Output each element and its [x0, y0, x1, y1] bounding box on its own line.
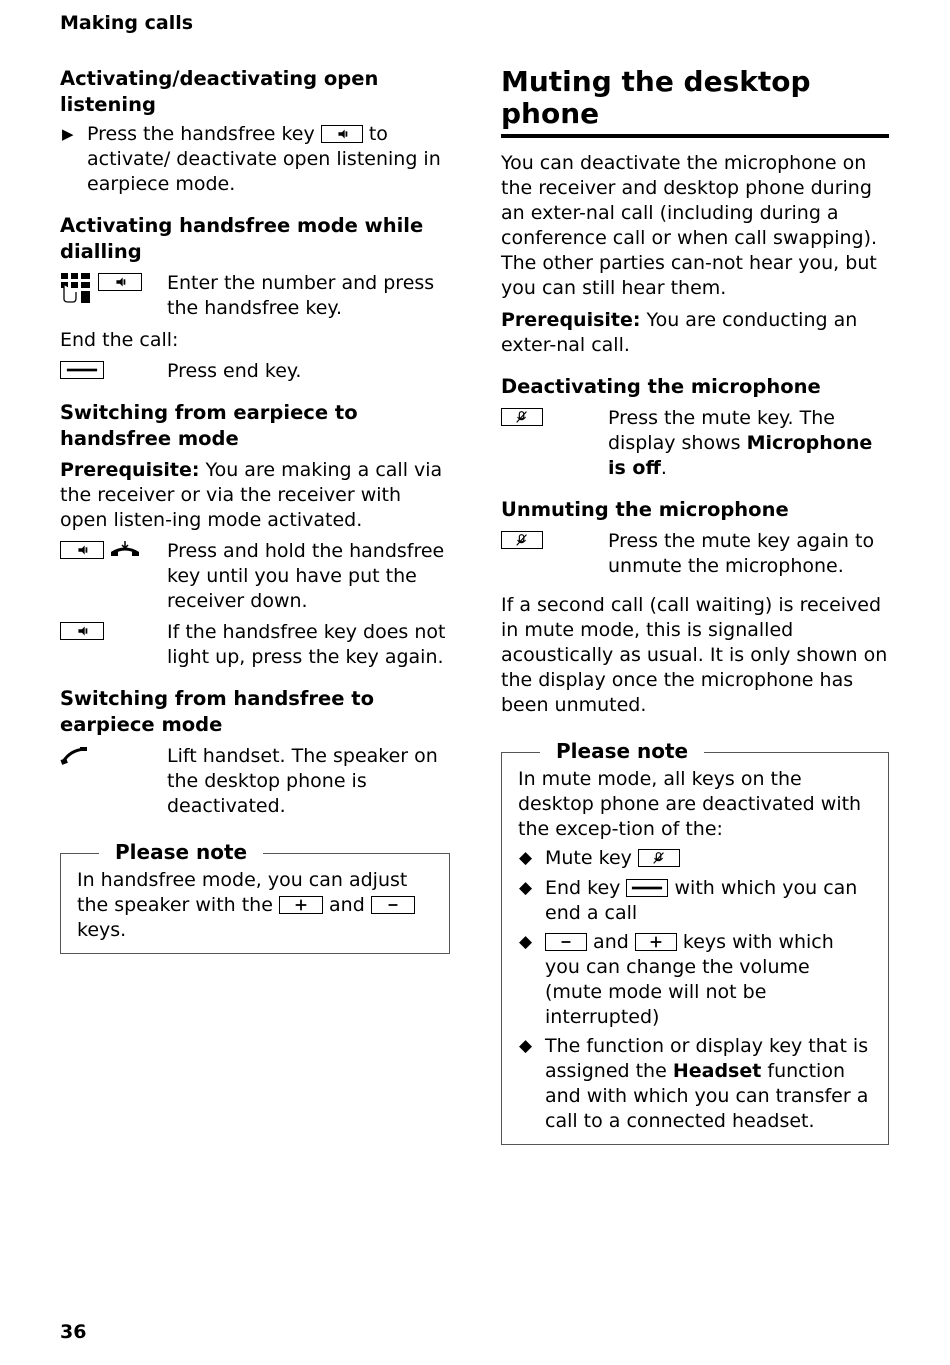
- handsfree-key-icon: [321, 125, 363, 143]
- note-item-end-key: ◆ End key with which you can end a call: [519, 877, 858, 924]
- heading-deactivate-mic: Deactivating the microphone: [501, 375, 821, 398]
- intro-paragraph: You can deactivate the microphone on the receiver and desktop phone during an exter-nal call (including during a conference call or when call swapping). The other parties can-not hear you, but you can still hear them.: [501, 152, 878, 299]
- handsfree-dialling-step: Enter the number and press the handsfree key.: [60, 271, 450, 321]
- handsfree-key-icon: [60, 541, 104, 559]
- page-number: 36: [60, 1321, 87, 1343]
- mute-key-icon: [638, 849, 680, 867]
- heading-handsfree-dialling: Activating handsfree mode while dialling: [60, 214, 424, 263]
- diamond-bullet-icon: ◆: [519, 1036, 533, 1056]
- unmute-key-step: Press the mute key again to unmute the microphone.: [501, 529, 889, 579]
- diamond-bullet-icon: ◆: [519, 932, 533, 952]
- mute-key-icon: [501, 531, 543, 549]
- mute-key-step: Press the mute key. The display shows Microphone is off.: [501, 406, 889, 481]
- note-item-mute-key: ◆ Mute key: [518, 846, 872, 871]
- volume-minus-key-icon: [545, 933, 587, 951]
- end-key-icon: [626, 879, 668, 897]
- heading-unmute-mic: Unmuting the microphone: [501, 498, 789, 521]
- hang-up-receiver-icon: [110, 541, 140, 559]
- volume-minus-key-icon: [371, 896, 415, 914]
- handsfree-key-icon: [98, 273, 142, 291]
- page-title: Muting the desktop phone: [501, 66, 889, 138]
- heading-handsfree-to-earpiece: Switching from handsfree to earpiece mode: [60, 687, 374, 736]
- lift-receiver-icon: [60, 746, 88, 766]
- note-item-headset-key: ◆ The function or display key that is assigned the Headset function and with which you can transfer a call to a connected headset.: [519, 1035, 869, 1132]
- right-note-box: Please note In mute mode, all keys on the desktop phone are deactivated with the excep-tion of the: ◆ Mute key ◆ End key with which you can end a call ◆ and keys with which you can change the volume (mute mode will not be interrupted) ◆ The function or display key that is assigned the Headset function and with which you can transfer a call to a connected headset.: [501, 752, 889, 1145]
- end-key-step: Press end key.: [60, 359, 450, 384]
- note-item-volume-keys: ◆ and keys with which you can change the volume (mute mode will not be interrupted): [519, 931, 834, 1028]
- press-again-step: If the handsfree key does not light up, press the key again.: [60, 620, 450, 670]
- volume-plus-key-icon: [635, 933, 677, 951]
- page-header: Making calls: [60, 12, 194, 34]
- mute-key-icon: [501, 408, 543, 426]
- volume-plus-key-icon: [279, 896, 323, 914]
- note-title: Please note: [540, 738, 704, 764]
- right-column: [501, 66, 889, 1145]
- left-column: [60, 66, 450, 954]
- left-note-box: Please note In handsfree mode, you can adjust the speaker with the and keys.: [60, 853, 450, 954]
- note-title: Please note: [99, 839, 263, 865]
- arrow-bullet-icon: ▶: [62, 125, 74, 143]
- hold-handsfree-step: Press and hold the handsfree key until you have put the receiver down.: [60, 539, 450, 614]
- end-key-icon: [60, 361, 104, 379]
- prerequisite-making-call: Prerequisite: You are making a call via the receiver or via the receiver with open listen-ing mode activated.: [60, 459, 443, 531]
- diamond-bullet-icon: ◆: [519, 878, 533, 898]
- heading-earpiece-to-handsfree: Switching from earpiece to handsfree mode: [60, 401, 358, 450]
- heading-open-listening: Activating/deactivating open listening: [60, 67, 379, 116]
- end-call-label: End the call:: [60, 329, 179, 351]
- lift-handset-step: Lift handset. The speaker on the desktop phone is deactivated.: [60, 744, 450, 819]
- diamond-bullet-icon: ◆: [519, 848, 533, 868]
- prerequisite-external-call: Prerequisite: You are conducting an exter-nal call.: [501, 309, 858, 356]
- keypad-icon: [60, 273, 92, 303]
- call-waiting-paragraph: If a second call (call waiting) is received in mute mode, this is signalled acoustically as usual. It is only shown on the display once the microphone has been unmuted.: [501, 594, 888, 716]
- handsfree-key-icon: [60, 622, 104, 640]
- open-listening-step: ▶ Press the handsfree key to activate/ deactivate open listening in earpiece mode.: [62, 123, 441, 195]
